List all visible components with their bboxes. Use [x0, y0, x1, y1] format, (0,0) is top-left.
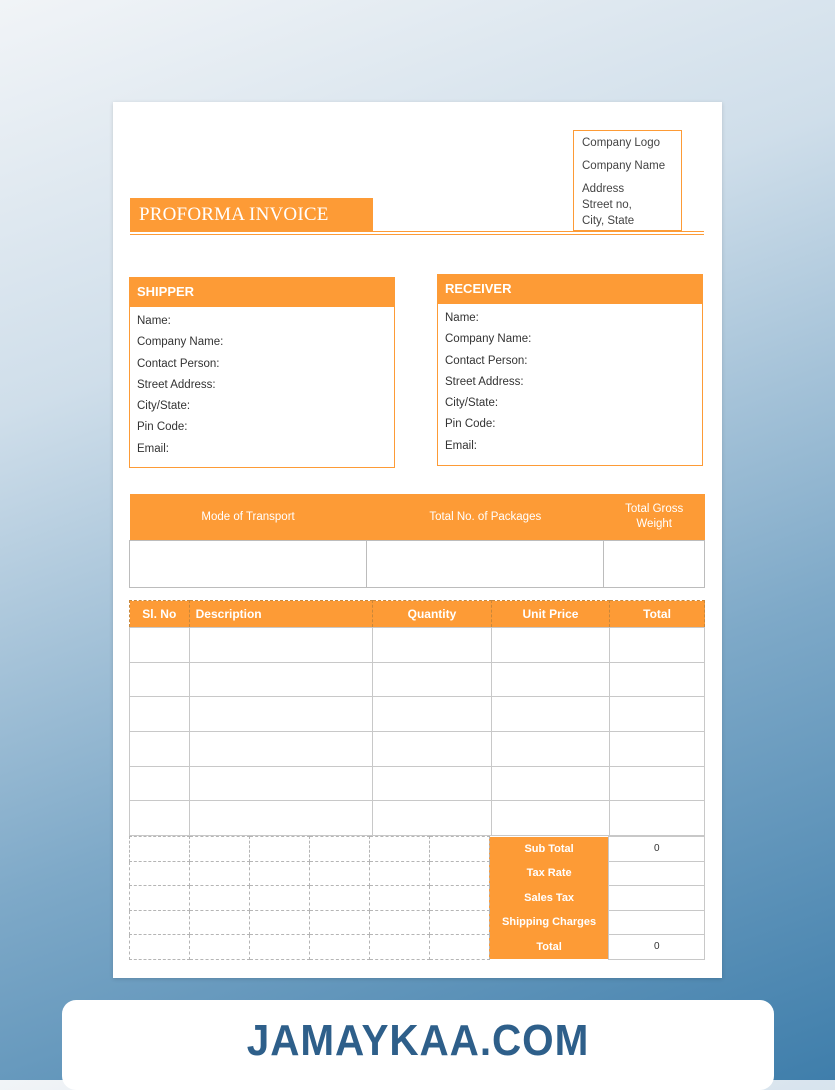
- tax-rate-value[interactable]: [609, 861, 705, 886]
- receiver-heading: RECEIVER: [437, 274, 703, 304]
- receiver-fields: [437, 304, 703, 466]
- receiver-pin-field[interactable]: Pin Code:: [445, 418, 496, 431]
- blank-cell: [369, 935, 429, 960]
- unit-price-cell[interactable]: [491, 662, 609, 697]
- shipping-charges-value[interactable]: [609, 910, 705, 935]
- receiver-city-field[interactable]: City/State:: [445, 397, 499, 410]
- blank-cell: [369, 910, 429, 935]
- blank-cell: [309, 886, 369, 911]
- blank-cell: [189, 910, 249, 935]
- blank-cell: [189, 837, 249, 862]
- items-table: [129, 600, 705, 836]
- sales-tax-value[interactable]: [609, 886, 705, 911]
- blank-cell: [249, 861, 309, 886]
- shipper-company-field[interactable]: Company Name:: [137, 336, 224, 349]
- header-total: Total: [610, 601, 705, 628]
- table-row: [130, 732, 705, 767]
- shipping-charges-label: Shipping Charges: [489, 910, 609, 935]
- title-divider-secondary: [130, 234, 704, 235]
- watermark-banner: [62, 1000, 774, 1090]
- description-cell[interactable]: [189, 801, 372, 836]
- company-address-label: Address: [582, 183, 625, 195]
- table-row: [130, 662, 705, 697]
- summary-row-shipping: [130, 910, 705, 935]
- unit-price-cell[interactable]: [491, 766, 609, 801]
- blank-cell: [130, 837, 190, 862]
- transport-value-row: [130, 541, 705, 588]
- header-mode-of-transport: Mode of Transport: [130, 494, 367, 541]
- total-cell[interactable]: [610, 697, 705, 732]
- shipper-section: [129, 277, 395, 469]
- blank-cell: [130, 910, 190, 935]
- blank-cell: [429, 837, 489, 862]
- quantity-cell[interactable]: [373, 732, 492, 767]
- description-cell[interactable]: [189, 732, 372, 767]
- company-city: City, State: [582, 215, 635, 227]
- table-row: [130, 766, 705, 801]
- blank-cell: [369, 837, 429, 862]
- transport-header-row: [130, 494, 705, 541]
- sl-no-cell[interactable]: [130, 732, 190, 767]
- description-cell[interactable]: [189, 697, 372, 732]
- title-divider: [130, 231, 704, 232]
- company-logo-placeholder: Company Logo: [582, 137, 660, 149]
- summary-row-total: [130, 935, 705, 960]
- blank-cell: [369, 886, 429, 911]
- sl-no-cell[interactable]: [130, 628, 190, 663]
- invoice-sheet: [113, 102, 722, 978]
- watermark-text: JAMAYKAA.COM: [246, 1016, 590, 1065]
- description-cell[interactable]: [189, 628, 372, 663]
- total-cell[interactable]: [610, 628, 705, 663]
- shipper-email-field[interactable]: Email:: [137, 442, 169, 455]
- blank-cell: [249, 935, 309, 960]
- items-header-row: [130, 601, 705, 628]
- unit-price-cell[interactable]: [491, 628, 609, 663]
- description-cell[interactable]: [189, 662, 372, 697]
- receiver-name-field[interactable]: Name:: [445, 312, 479, 324]
- summary-row-tax-rate: [130, 861, 705, 886]
- header-unit-price: Unit Price: [491, 601, 609, 628]
- blank-cell: [249, 910, 309, 935]
- summary-row-sales-tax: [130, 886, 705, 911]
- company-info-box: [573, 130, 682, 231]
- receiver-contact-field[interactable]: Contact Person:: [445, 354, 528, 367]
- company-street: Street no,: [582, 199, 632, 211]
- quantity-cell[interactable]: [373, 628, 492, 663]
- shipper-contact-field[interactable]: Contact Person:: [137, 357, 220, 370]
- mode-of-transport-cell[interactable]: [130, 541, 367, 588]
- blank-cell: [249, 886, 309, 911]
- blank-cell: [130, 861, 190, 886]
- blank-cell: [309, 935, 369, 960]
- sales-tax-label: Sales Tax: [489, 886, 609, 911]
- unit-price-cell[interactable]: [491, 697, 609, 732]
- shipper-fields: [129, 307, 395, 468]
- tax-rate-label: Tax Rate: [489, 861, 609, 886]
- blank-cell: [429, 861, 489, 886]
- summary-row-sub-total: [130, 837, 705, 862]
- blank-cell: [429, 886, 489, 911]
- header-description: Description: [189, 601, 372, 628]
- sl-no-cell[interactable]: [130, 697, 190, 732]
- transport-table: [129, 494, 705, 588]
- company-name: Company Name: [582, 160, 666, 172]
- quantity-cell[interactable]: [373, 801, 492, 836]
- blank-cell: [309, 837, 369, 862]
- blank-cell: [309, 910, 369, 935]
- table-row: [130, 801, 705, 836]
- quantity-cell[interactable]: [373, 697, 492, 732]
- blank-cell: [249, 837, 309, 862]
- quantity-cell[interactable]: [373, 766, 492, 801]
- total-cell[interactable]: [610, 662, 705, 697]
- receiver-street-field[interactable]: Street Address:: [445, 375, 524, 388]
- header-gross-weight: Total Gross Weight: [604, 494, 705, 541]
- total-cell[interactable]: [610, 801, 705, 836]
- blank-cell: [189, 935, 249, 960]
- total-cell[interactable]: [610, 766, 705, 801]
- receiver-email-field[interactable]: Email:: [445, 439, 477, 452]
- unit-price-cell[interactable]: [491, 801, 609, 836]
- quantity-cell[interactable]: [373, 662, 492, 697]
- blank-cell: [130, 935, 190, 960]
- table-row: [130, 628, 705, 663]
- sl-no-cell[interactable]: [130, 662, 190, 697]
- unit-price-cell[interactable]: [491, 732, 609, 767]
- summary-table: [129, 836, 705, 960]
- gross-weight-cell[interactable]: [604, 541, 705, 588]
- receiver-section: [437, 274, 703, 466]
- blank-cell: [189, 861, 249, 886]
- blank-cell: [130, 886, 190, 911]
- invoice-title: PROFORMA INVOICE: [130, 198, 373, 231]
- description-cell[interactable]: [189, 766, 372, 801]
- shipper-pin-field[interactable]: Pin Code:: [137, 421, 188, 434]
- sl-no-cell[interactable]: [130, 801, 190, 836]
- grand-total-label: Total: [489, 935, 609, 960]
- grand-total-value[interactable]: 0: [609, 935, 705, 960]
- table-row: [130, 697, 705, 732]
- shipper-city-field[interactable]: City/State:: [137, 400, 191, 413]
- sub-total-value[interactable]: 0: [609, 837, 705, 862]
- blank-cell: [309, 861, 369, 886]
- blank-cell: [429, 910, 489, 935]
- shipper-heading: SHIPPER: [129, 277, 395, 307]
- blank-cell: [429, 935, 489, 960]
- total-cell[interactable]: [610, 732, 705, 767]
- total-packages-cell[interactable]: [367, 541, 604, 588]
- shipper-street-field[interactable]: Street Address:: [137, 378, 216, 391]
- blank-cell: [189, 886, 249, 911]
- sub-total-label: Sub Total: [489, 837, 609, 862]
- blank-cell: [369, 861, 429, 886]
- shipper-name-field[interactable]: Name:: [137, 315, 171, 327]
- sl-no-cell[interactable]: [130, 766, 190, 801]
- header-total-packages: Total No. of Packages: [367, 494, 604, 541]
- header-quantity: Quantity: [373, 601, 492, 628]
- header-sl-no: Sl. No: [130, 601, 190, 628]
- receiver-company-field[interactable]: Company Name:: [445, 333, 532, 346]
